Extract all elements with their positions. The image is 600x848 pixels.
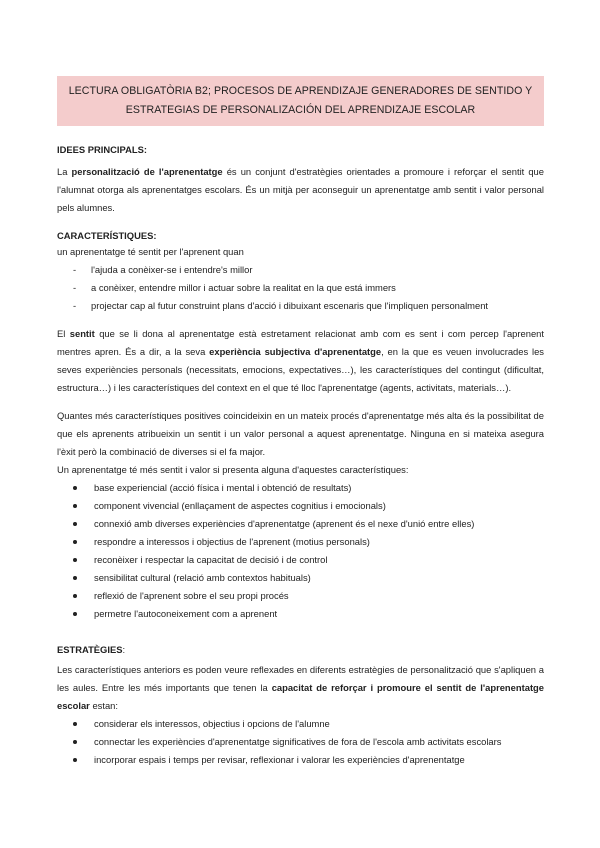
bullet-icon <box>73 594 77 598</box>
characteristics-bullet-list <box>57 479 544 623</box>
list-item: base experiencial (acció física i mental i obtenció de resultats) <box>57 479 544 497</box>
title-line-1: LECTURA OBLIGATÒRIA B2; PROCESOS DE APRENDIZAJE GENERADORES DE SENTIDO Y <box>68 85 533 97</box>
quantes-paragraph: Quantes més característiques positives coincideixin en un mateix procés d'aprenentatge més alta és la possibilitat de que els aprenents atribueixin un sentit i un valor personal a aquest aprenentatge. Ninguna en si mateixa asegura l'èxit però la combinació de diverses si el fa major. <box>57 410 544 457</box>
list-item: connexió amb diverses experiències d'aprenentatge (aprenent és el nexe d'unió entre elles) <box>57 515 544 533</box>
strategies-bullet-list <box>57 715 544 769</box>
list-item: - l'ajuda a conèixer-se i entendre's millor <box>73 264 253 275</box>
list-item: reflexió de l'aprenent sobre el seu propi procés <box>57 587 544 605</box>
strategies-paragraph: Les característiques anteriors es poden veure reflexades en diferents estratègies de personalització que s'apliquen a les aules. Entre les més importants que tenen la capacitat de reforçar i promoure el sentit de l'aprenentatge escolar estan: <box>57 664 545 711</box>
list-item: sensibilitat cultural (relació amb contextos habituals) <box>57 569 544 587</box>
list-item: permetre l'autoconeixement com a aprenent <box>57 605 544 623</box>
list-item: - a conèixer, entendre millor i actuar sobre la realitat en la que está immers <box>73 282 396 293</box>
bullet-icon <box>73 576 77 580</box>
list-item: reconèixer i respectar la capacitat de decisió i de control <box>57 551 544 569</box>
bullet-icon <box>73 540 77 544</box>
strategies-heading: ESTRATÈGIES: <box>57 644 126 655</box>
characteristics-heading: CARACTERÍSTIQUES: <box>57 230 157 241</box>
list-item: incorporar espais i temps per revisar, reflexionar i valorar les experiències d'aprenentatge <box>57 751 544 769</box>
bullet-icon <box>73 740 77 744</box>
sentit-paragraph: El sentit que se li dona al aprenentatge està estretament relacionat amb com es sent i com percep l'aprenent mentres apren. És a dir, a la seva experiència subjectiva d'aprenentatge, en la que es veuen involucrades les seves experiències personals (necessitats, emocions, expectatives…), les característiques del contingut (dificultat, estructura…) i les característiques del context en el que té lloc l'aprenentatge (agents, activitats, materials…). <box>57 328 544 393</box>
bullet-icon <box>73 504 77 508</box>
title-box <box>57 76 544 126</box>
bullet-icon <box>73 612 77 616</box>
document-page <box>57 76 544 769</box>
bullet-icon <box>73 522 77 526</box>
list-item: component vivencial (enllaçament de aspectes cognitius i emocionals) <box>57 497 544 515</box>
characteristics-list-intro: Un aprenentatge té més sentit i valor si presenta alguna d'aquestes característiques: <box>57 464 409 475</box>
list-item: considerar els interessos, objectius i opcions de l'alumne <box>57 715 544 733</box>
bullet-icon <box>73 558 77 562</box>
characteristics-intro: un aprenentatge té sentit per l'aprenent quan <box>57 246 244 257</box>
characteristics-dash-list <box>57 261 544 315</box>
list-item: respondre a interessos i objectius de l'aprenent (motius personals) <box>57 533 544 551</box>
ideas-heading: IDEES PRINCIPALS: <box>57 144 147 155</box>
list-item: connectar les experiències d'aprenentatge significatives de fora de l'escola amb activitats escolars <box>57 733 544 751</box>
ideas-paragraph: La personalització de l'aprenentatge és un conjunt d'estratègies orientades a promoure i reforçar el sentit que l'alumnat otorga als aprenentatges escolars. És un mitjà per aconseguir un aprenentatge amb sentit i valor personal pels alumnes. <box>57 166 544 213</box>
list-item: - projectar cap al futur construint plans d'acció i dibuixant escenaris que l'impliquen personalment <box>73 300 489 311</box>
bullet-icon <box>73 722 77 726</box>
bullet-icon <box>73 486 77 490</box>
bullet-icon <box>73 758 77 762</box>
title-line-2: ESTRATEGIAS DE PERSONALIZACIÓN DEL APRENDIZAJE ESCOLAR <box>125 104 476 116</box>
